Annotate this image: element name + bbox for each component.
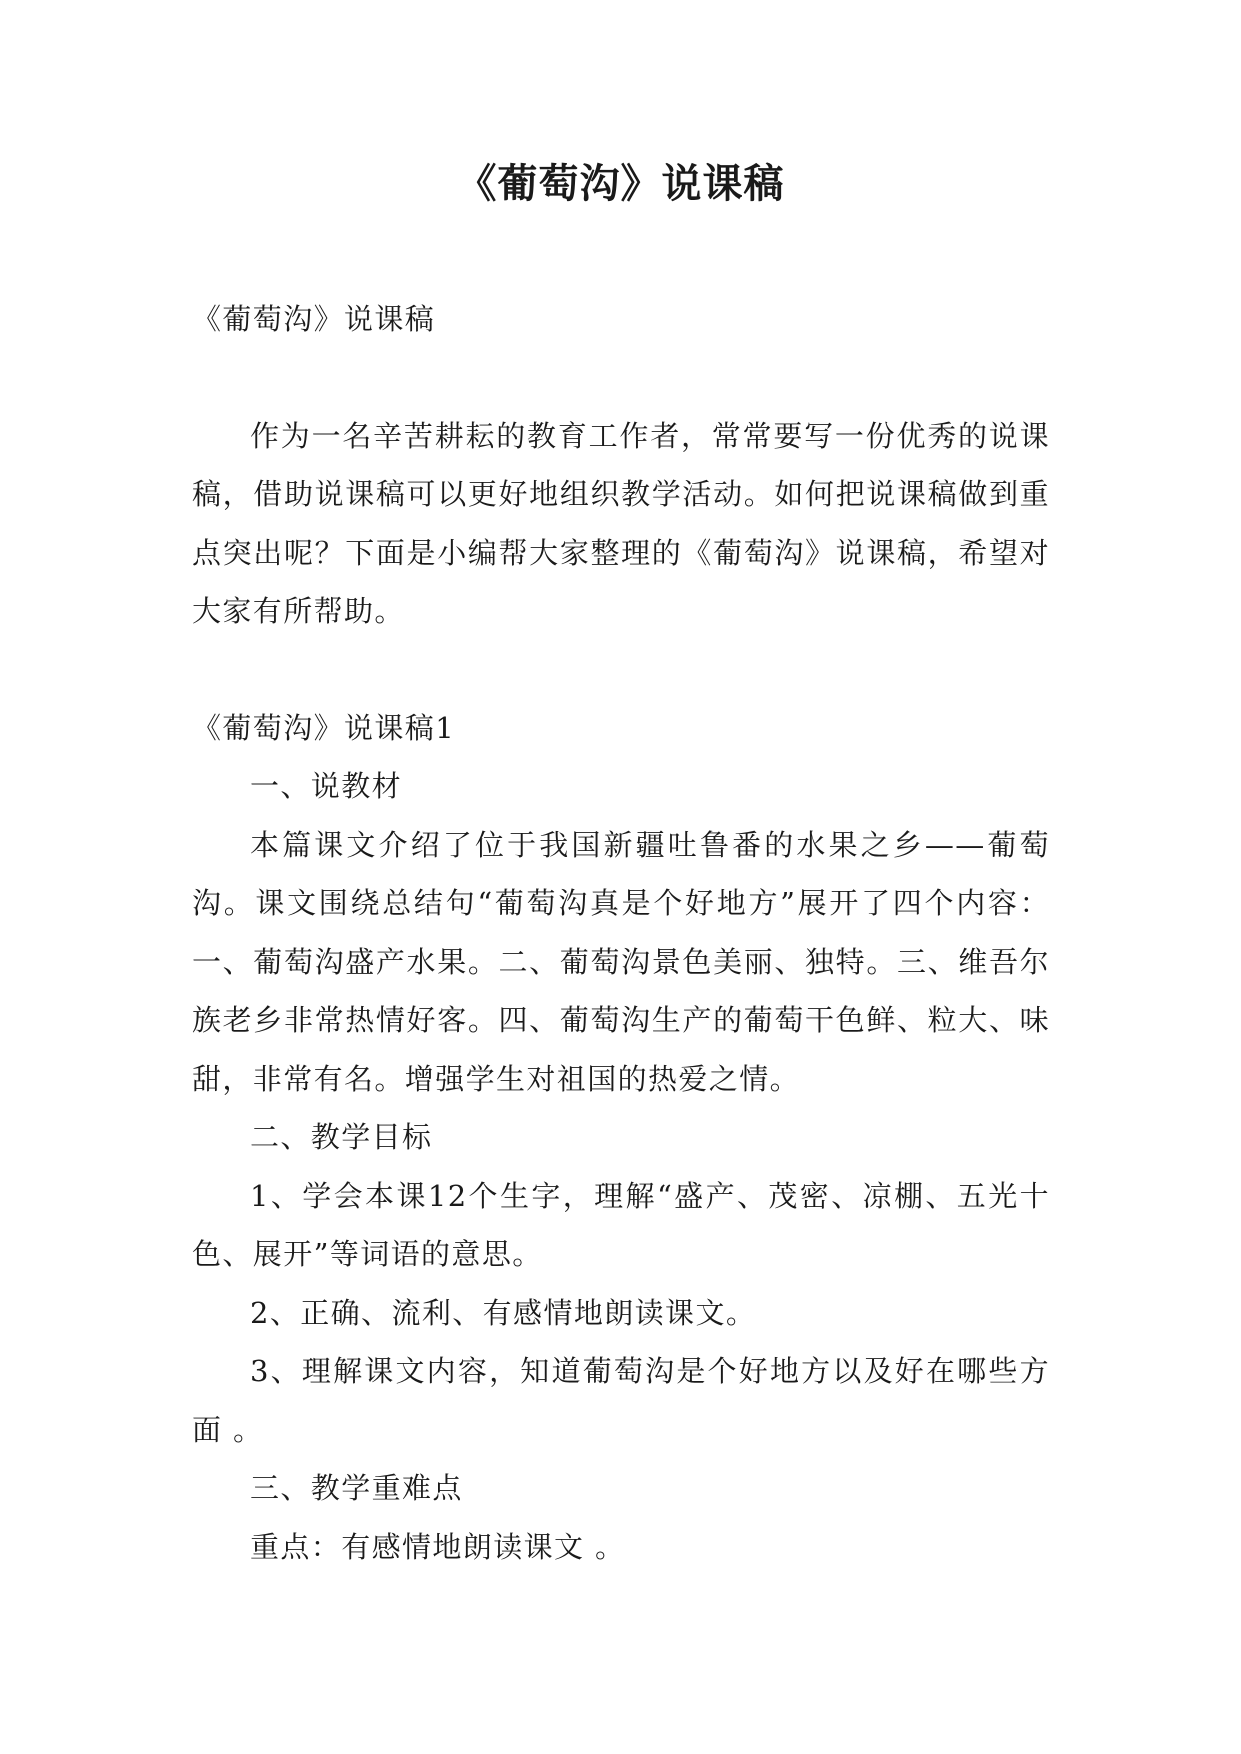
- document-title: 《葡萄沟》说课稿: [456, 161, 785, 207]
- paragraph-material: 本篇课文介绍了位于我国新疆吐鲁番的水果之乡——葡萄沟。课文围绕总结句“葡萄沟真是个好地方”展开了四个内容：一、葡萄沟盛产水果。二、葡萄沟景色美丽、独特。三、维吾尔族老乡非常热情好客。四、葡萄沟生产的葡萄干色鲜、粒大、味甜，非常有名。增强学生对祖国的热爱之情。: [192, 827, 1050, 1096]
- intro-paragraph: 作为一名辛苦耕耘的教育工作者，常常要写一份优秀的说课稿，借助说课稿可以更好地组织教学活动。如何把说课稿做到重点突出呢？下面是小编帮大家整理的《葡萄沟》说课稿，希望对大家有所帮助。: [192, 418, 1050, 628]
- goal-item-3: 3、理解课文内容，知道葡萄沟是个好地方以及好在哪些方面 。: [192, 1354, 1050, 1447]
- heading-key-points: 三、教学重难点: [250, 1471, 463, 1505]
- document-subtitle: 《葡萄沟》说课稿: [192, 302, 436, 336]
- key-point-item: 重点：有感情地朗读课文 。: [250, 1529, 626, 1564]
- spacer: [192, 641, 1050, 699]
- heading-teaching-goals: 二、教学目标: [250, 1120, 433, 1154]
- heading-teaching-material: 一、说教材: [250, 769, 403, 803]
- goal-item-2: 2、正确、流利、有感情地朗读课文。: [250, 1295, 757, 1330]
- goal-item-1: 1、学会本课12个生字，理解“盛产、茂密、凉棚、五光十色、展开”等词语的意思。: [192, 1178, 1050, 1271]
- section-title: 《葡萄沟》说课稿1: [192, 710, 456, 745]
- spacer: [192, 349, 1050, 407]
- document-body: [192, 290, 1050, 1576]
